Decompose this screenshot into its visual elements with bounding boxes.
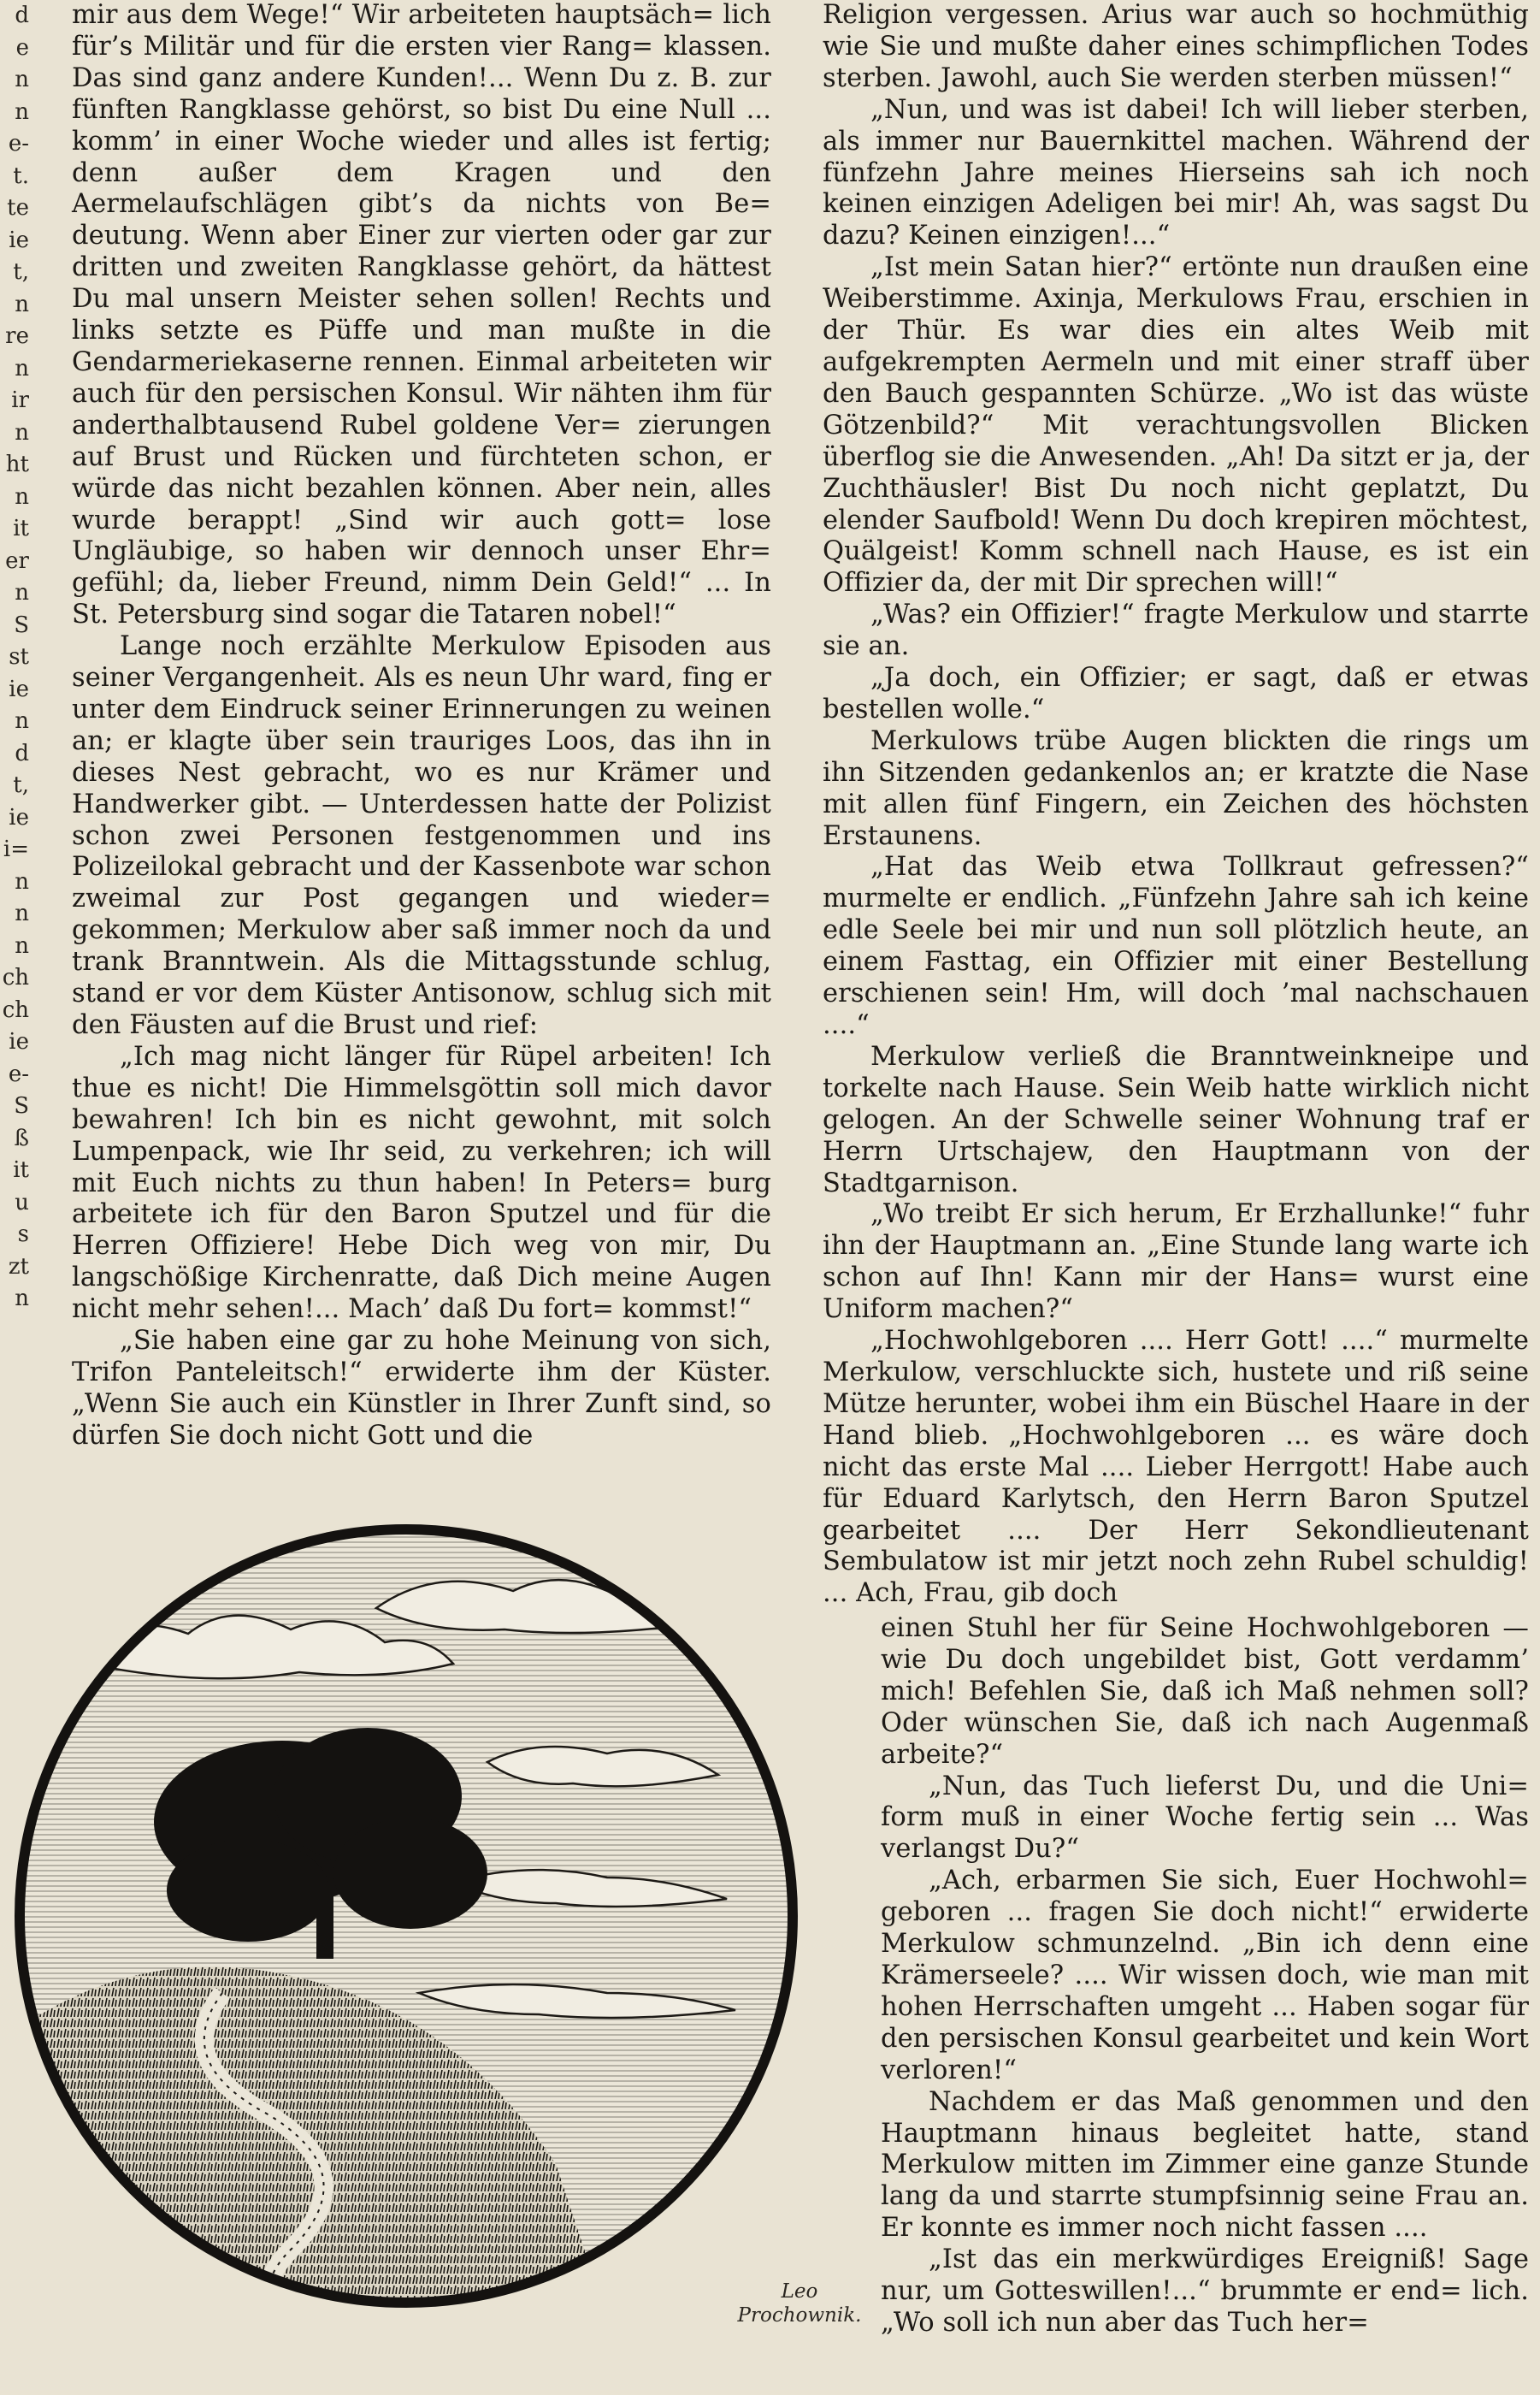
paragraph: „Wo treibt Er sich herum, Er Erzhallunke!“ fuhr ihn der Hauptmann an. „Eine Stunde lang warte ich schon auf Ihn! Kann mir der Hans= wurst eine Uniform machen?“ [823, 1199, 1529, 1325]
paragraph: mir aus dem Wege!“ Wir arbeiteten hauptsäch= lich für’s Militär und für die ersten vier Rang= klassen. Das sind ganz andere Kunden!... Wenn Du z. B. zur fünften Rangklasse gehörst, so bist Du eine Null ... komm’ in einer Woche wieder und alles ist fertig; denn außer dem Kragen und den Aermelaufschlägen gibt’s da nichts von Be= deutung. Wenn aber Einer zur vierten oder gar zur dritten und zweiten Rangklasse gehört, da hättest Du mal unsern Meister sehen sollen! Rechts und links setzte es Püffe und man mußte in die Gendarmeriekaserne rennen. Einmal arbeiteten wir auch für den persischen Konsul. Wir nähten ihm für anderthalbtausend Rubel goldene Ver= zierungen auf Brust und Rücken und fürchteten schon, er würde das nicht bezahlen können. Aber nein, alles wurde berappt! „Sind wir auch gott= lose Ungläubige, so haben wir dennoch unser Ehr= gefühl; da, lieber Freund, nimm Dein Geld!“ ... In St. Petersburg sind sogar die Tataren nobel!“ [72, 0, 771, 630]
margin-fragment: d [15, 740, 29, 766]
margin-fragment: it [13, 1157, 29, 1183]
margin-fragment: n [15, 355, 29, 381]
margin-fragment: ie [9, 227, 29, 253]
margin-fragment: ie [9, 1029, 29, 1055]
right-column-top [823, 0, 1529, 1610]
margin-fragment: ß [14, 1125, 29, 1151]
margin-fragment: ht [5, 452, 29, 477]
margin-fragment: n [15, 901, 29, 926]
margin-fragment: n [15, 932, 29, 959]
paragraph: „Hat das Weib etwa Tollkraut gefressen?“ murmelte er endlich. „Fünfzehn Jahre sah ich keine edle Seele bei mir und nun soll plötzlich heute, an einem Fasttag, ein Offizier mit einer Bestellung erschienen sein! Hm, will doch ’mal nachschauen ....“ [823, 852, 1529, 1040]
margin-fragment: n [15, 868, 29, 895]
paragraph: Merkulows trübe Augen blickten die rings um ihn Sitzenden gedankenlos an; er kratzte die Nase mit allen fünf Fingern, ein Zeichen des höchsten Erstaunens. [823, 725, 1529, 851]
margin-fragment: t. [13, 163, 29, 189]
margin-fragment: ch [2, 996, 29, 1023]
illustration-caption [714, 2280, 885, 2327]
paragraph: Religion vergessen. Arius war auch so hochmüthig wie Sie und mußte daher eines schimpflichen Todes sterben. Jawohl, auch Sie werden sterben müssen!“ [823, 0, 1529, 93]
margin-fragment: e- [8, 131, 29, 157]
margin-fragment: t, [13, 772, 29, 798]
paragraph: „Was? ein Offizier!“ fragte Merkulow und starrte sie an. [823, 600, 1529, 662]
paragraph: „Ach, erbarmen Sie sich, Euer Hochwohl= geboren ... fragen Sie doch nicht!“ erwiderte Merkulow schmunzelnd. „Bin ich denn eine Krämerseele? .... Wir wissen doch, wie man mit hohen Herrschaften umgeht ... Haben sogar für den persischen Konsul gearbeitet und kein Wort verloren!“ [881, 1866, 1529, 2085]
paragraph: „Nun, und was ist dabei! Ich will lieber sterben, als immer nur Bauernkittel machen. Während der fünfzehn Jahre meines Hierseins sah ich noch keinen einzigen Adeligen bei mir! Ah, was sagst Du dazu? Keinen einzigen!...“ [823, 94, 1529, 251]
paragraph: „Ist mein Satan hier?“ ertönte nun draußen eine Weiberstimme. Axinja, Merkulows Frau, erschien in der Thür. Es war dies ein altes Weib mit aufgekrempten Aermeln und mit einer straff über den Bauch gespannten Schürze. „Wo ist das wüste Götzenbild?“ Mit verachtungsvollen Blicken überflog sie die Anwesenden. „Ah! Da sitzt er ja, der Zuchthäusler! Bist Du noch nicht geplatzt, Du elender Saufbold! Wenn Du doch krepiren möchtest, Quälgeist! Komm schnell nach Hause, es ist ein Offizier da, der mit Dir sprechen will!“ [823, 252, 1529, 599]
margin-fragment: e- [8, 1061, 29, 1087]
margin-fragment: n [15, 483, 29, 510]
margin-fragment: it [13, 516, 29, 541]
margin-fragment: ch [2, 965, 29, 991]
caption-line: Prochownik. [737, 2304, 862, 2327]
landscape-illustration [9, 1514, 804, 2318]
margin-fragment: st [9, 644, 29, 670]
paragraph: „Sie haben eine gar zu hohe Meinung von sich, Trifon Panteleitsch!“ erwiderte ihm der Küster. „Wenn Sie auch ein Künstler in Ihrer Zunft sind, so dürfen Sie doch nicht Gott und die [72, 1326, 771, 1451]
margin-fragment: u [15, 1189, 29, 1215]
paragraph: „Ist das ein merkwürdiges Ereigniß! Sage nur, um Gotteswillen!...“ brummte er end= lich. „Wo soll ich nun aber das Tuch her= [881, 2244, 1529, 2338]
paragraph: „Nun, das Tuch lieferst Du, und die Uni= form muß in einer Woche fertig sein ... Was verlangst Du?“ [881, 1771, 1529, 1865]
margin-fragment: n [15, 291, 29, 317]
paragraph: Nachdem er das Maß genommen und den Hauptmann hinaus begleitet hatte, stand Merkulow mitten im Zimmer eine ganze Stunde lang da und starrte stumpfsinnig seine Frau an. Er konnte es immer noch nicht fassen .... [881, 2086, 1529, 2244]
margin-fragment: ir [11, 387, 29, 413]
margin-fragment: re [5, 323, 29, 349]
margin-fragment: n [15, 580, 29, 606]
margin-fragment: n [15, 98, 29, 125]
paragraph: einen Stuhl her für Seine Hochwohlgeboren — wie Du doch ungebildet bist, Gott verdamm’ mich! Befehlen Sie, daß ich Maß nehmen soll? Oder wünschen Sie, daß ich nach Augenmaß arbeite?“ [881, 1613, 1529, 1770]
tree [154, 1728, 487, 1959]
paragraph: Merkulow verließ die Branntweinkneipe und torkelte nach Hause. Sein Weib hatte wirklich nicht gelogen. An der Schwelle seiner Wohnung traf er Herrn Urtschajew, den Hauptmann von der Stadtgarnison. [823, 1041, 1529, 1198]
margin-fragment: n [15, 1286, 29, 1311]
margin-fragment: n [15, 67, 29, 92]
margin-fragment: zt [8, 1253, 29, 1280]
margin-fragment: ie [9, 676, 29, 702]
margin-fragment: te [7, 195, 29, 221]
margin-fragment: ie [9, 804, 29, 831]
margin-fragment: t, [13, 259, 29, 285]
paragraph: „Ich mag nicht länger für Rüpel arbeiten! Ich thue es nicht! Die Himmelsgöttin soll mich davor bewahren! Ich bin es nicht gewohnt, mit solch Lumpenpack, wie Ihr seid, zu verkehren; ich will mit Euch nichts zu thun haben! In Peters= burg arbeitete ich für den Baron Sputzel und für die Herren Offiziere! Hebe Dich weg von mir, Du langschößige Kirchenratte, daß Dich meine Augen nicht mehr sehen!... Mach’ daß Du fort= kommst!“ [72, 1041, 771, 1325]
paragraph: Lange noch erzählte Merkulow Episoden aus seiner Vergangenheit. Als es neun Uhr ward, fing er unter dem Eindruck seiner Erinnerungen zu weinen an; er klagte über sein trauriges Loos, das ihn in dieses Nest gebracht, wo es nur Krämer und Handwerker gibt. — Unterdessen hatte der Polizist schon zwei Personen festgenommen und ins Polizeilokal gebracht und der Kassenbote war schon zweimal zur Post gegangen und wieder= gekommen; Merkulow aber saß immer noch da und trank Branntwein. Als die Mittagsstunde schlug, stand er vor dem Küster Antisonow, schlug sich mit den Fäusten auf die Brust und rief: [72, 631, 771, 1040]
left-margin-fragments [0, 0, 29, 1711]
margin-fragment: s [17, 1221, 29, 1247]
paragraph: „Hochwohlgeboren .... Herr Gott! ....“ murmelte Merkulow, verschluckte sich, hustete und riß seine Mütze herunter, wobei ihm ein Büschel Haare in der Hand blieb. „Hochwohlgeboren ... es wäre doch nicht das erste Mal .... Lieber Herrgott! Habe auch für Eduard Karlytsch, den Herrn Baron Sputzel gearbeitet .... Der Herr Sekondlieutenant Sembulatow ist mir jetzt noch zehn Rubel schuldig! ... Ach, Frau, gib doch [823, 1326, 1529, 1609]
margin-fragment: n [15, 419, 29, 446]
paragraph: „Ja doch, ein Offizier; er sagt, daß er etwas bestellen wolle.“ [823, 663, 1529, 724]
margin-fragment: n [15, 708, 29, 734]
margin-fragment: d [15, 3, 29, 28]
left-column [72, 0, 771, 1452]
margin-fragment: e [15, 34, 29, 61]
margin-fragment: S [14, 1093, 29, 1119]
margin-fragment: i= [3, 837, 29, 862]
caption-line: Leo [781, 2280, 818, 2303]
margin-fragment: S [14, 612, 29, 638]
right-column-bottom [881, 1613, 1529, 2339]
margin-fragment: er [5, 547, 29, 574]
